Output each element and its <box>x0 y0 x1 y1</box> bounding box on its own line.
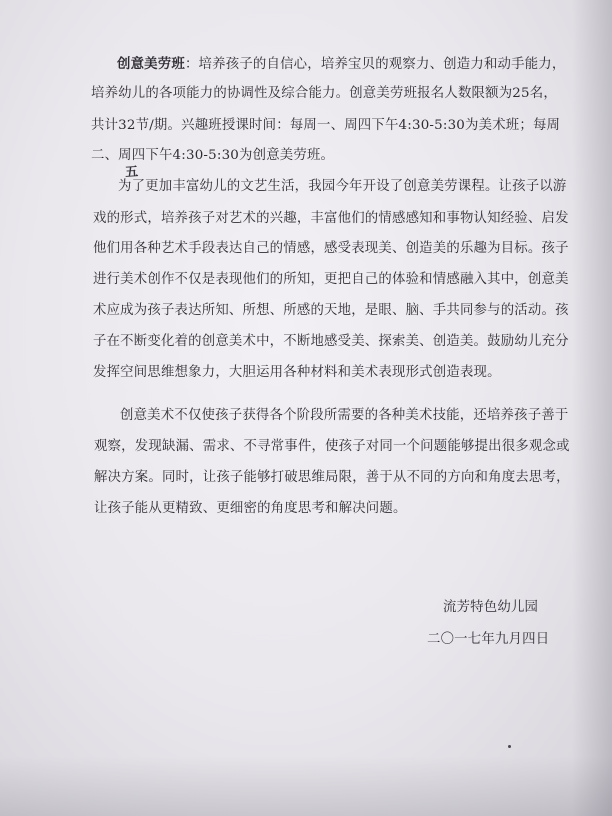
page-edge-shadow <box>572 0 612 816</box>
paragraph2-line-2: 戏的形式，培养孩子对艺术的兴趣，丰富他们的情感感知和事物认知经验、启发 <box>93 211 569 226</box>
handwritten-correction: 五 <box>124 164 139 181</box>
paragraph1-line-1-text: ：培养孩子的自信心，培养宝贝的观察力、创造力和动手能力， <box>184 57 566 72</box>
paragraph1-line-4: 二、周四下午4:30-5:30为创意美劳班。 <box>91 148 335 163</box>
page-bottom-shadow <box>0 756 612 816</box>
paragraph3-line-1: 创意美术不仅使孩子获得各个阶段所需要的各种美术技能，还培养孩子善于 <box>120 408 569 423</box>
paragraph1-line-1 <box>117 55 566 74</box>
paragraph1-line-2: 培养幼儿的各项能力的协调性及综合能力。创意美劳班报名人数限额为25名， <box>91 86 557 101</box>
paragraph3-line-3: 解决方案。同时，让孩子能够打破思维局限，善于从不同的方向和角度去思考， <box>94 470 570 485</box>
paragraph2-line-6: 子在不断变化着的创意美术中，不断地感受美、探索美、创造美。鼓励幼儿充分 <box>93 334 569 349</box>
signature-date: 二〇一七年九月四日 <box>427 632 550 647</box>
paragraph3-line-2: 观察，发现缺漏、需求、不寻常事件，使孩子对同一个问题能够提出很多观念或 <box>94 439 570 454</box>
paragraph2-line-5: 术应成为孩子表达所知、所想、所感的天地，是眼、脑、手共同参与的活动。孩 <box>93 303 569 318</box>
paragraph2-line-3: 他们用各种艺术手段表达自己的情感，感受表现美、创造美的乐趣为目标。孩子 <box>93 241 569 256</box>
signature-organization: 流芳特色幼儿园 <box>443 600 539 615</box>
paragraph2-line-7: 发挥空间思维想象力，大胆运用各种材料和美术表现形式创造表现。 <box>93 365 501 380</box>
paragraph3-line-4: 让孩子能从更精致、更细密的角度思考和解决问题。 <box>94 501 407 516</box>
paper-speck <box>508 745 511 748</box>
paragraph1-lead-term: 创意美劳班 <box>117 56 185 72</box>
paragraph2-line-1: 为了更加丰富幼儿的文艺生活，我园今年开设了创意美劳课程。让孩子以游 <box>118 179 567 194</box>
paragraph2-line-4: 进行美术创作不仅是表现他们的所知，更把自己的体验和情感融入其中，创意美 <box>93 272 569 287</box>
paragraph1-line-3: 共计32节/期。兴趣班授课时间：每周一、周四下午4:30-5:30为美术班；每周 <box>91 118 561 133</box>
